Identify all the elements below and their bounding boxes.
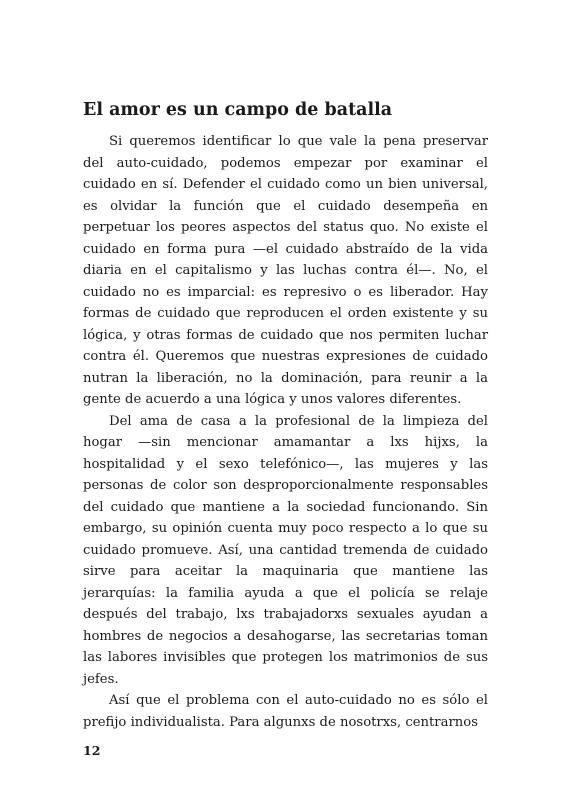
paragraph-2: Del ama de casa a la profesional de la limpieza del hogar —sin mencionar amamantar a lxs hijxs, la hospitalidad y el sexo telefónico—, las mujeres y las personas de color son desproporcionalmente responsables del cuidado que mantiene a la sociedad funcionando. Sin embargo, su opinión cuenta muy poco respecto a lo que su cuidado promueve. Así, una cantidad tremenda de cuidado sirve para aceitar la maquinaria que mantiene las jerarquías: la familia ayuda a que el policía se relaje después del trabajo, lxs trabajadorxs sexuales ayudan a hombres de negocios a desahogarse, las secretarias toman las labores invisibles que protegen los matrimonios de sus jefes. <box>83 413 488 687</box>
paragraph-3: Así que el problema con el auto-cuidado no es sólo el prefijo individualista. Para algunxs de nosotrxs, centrarnos <box>83 693 488 730</box>
body-text <box>83 131 488 733</box>
section-heading: El amor es un campo de batalla <box>83 100 393 120</box>
paragraph-1: Si queremos identificar lo que vale la pena preservar del auto-cuidado, podemos empezar por examinar el cuidado en sí. Defender el cuidado como un bien universal, es olvidar la función que el cuidado desempeña en perpetuar los peores aspectos del status quo. No existe el cuidado en forma pura —el cuidado abstraído de la vida diaria en el capitalismo y las luchas contra él—. No, el cuidado no es imparcial: es represivo o es liberador. Hay formas de cuidado que reproducen el orden existente y su lógica, y otras formas de cuidado que nos permiten luchar contra él. Queremos que nuestras expresiones de cuidado nutran la liberación, no la dominación, para reunir a la gente de acuerdo a una lógica y unos valores diferentes. <box>83 134 488 407</box>
page-number: 12 <box>83 743 101 758</box>
